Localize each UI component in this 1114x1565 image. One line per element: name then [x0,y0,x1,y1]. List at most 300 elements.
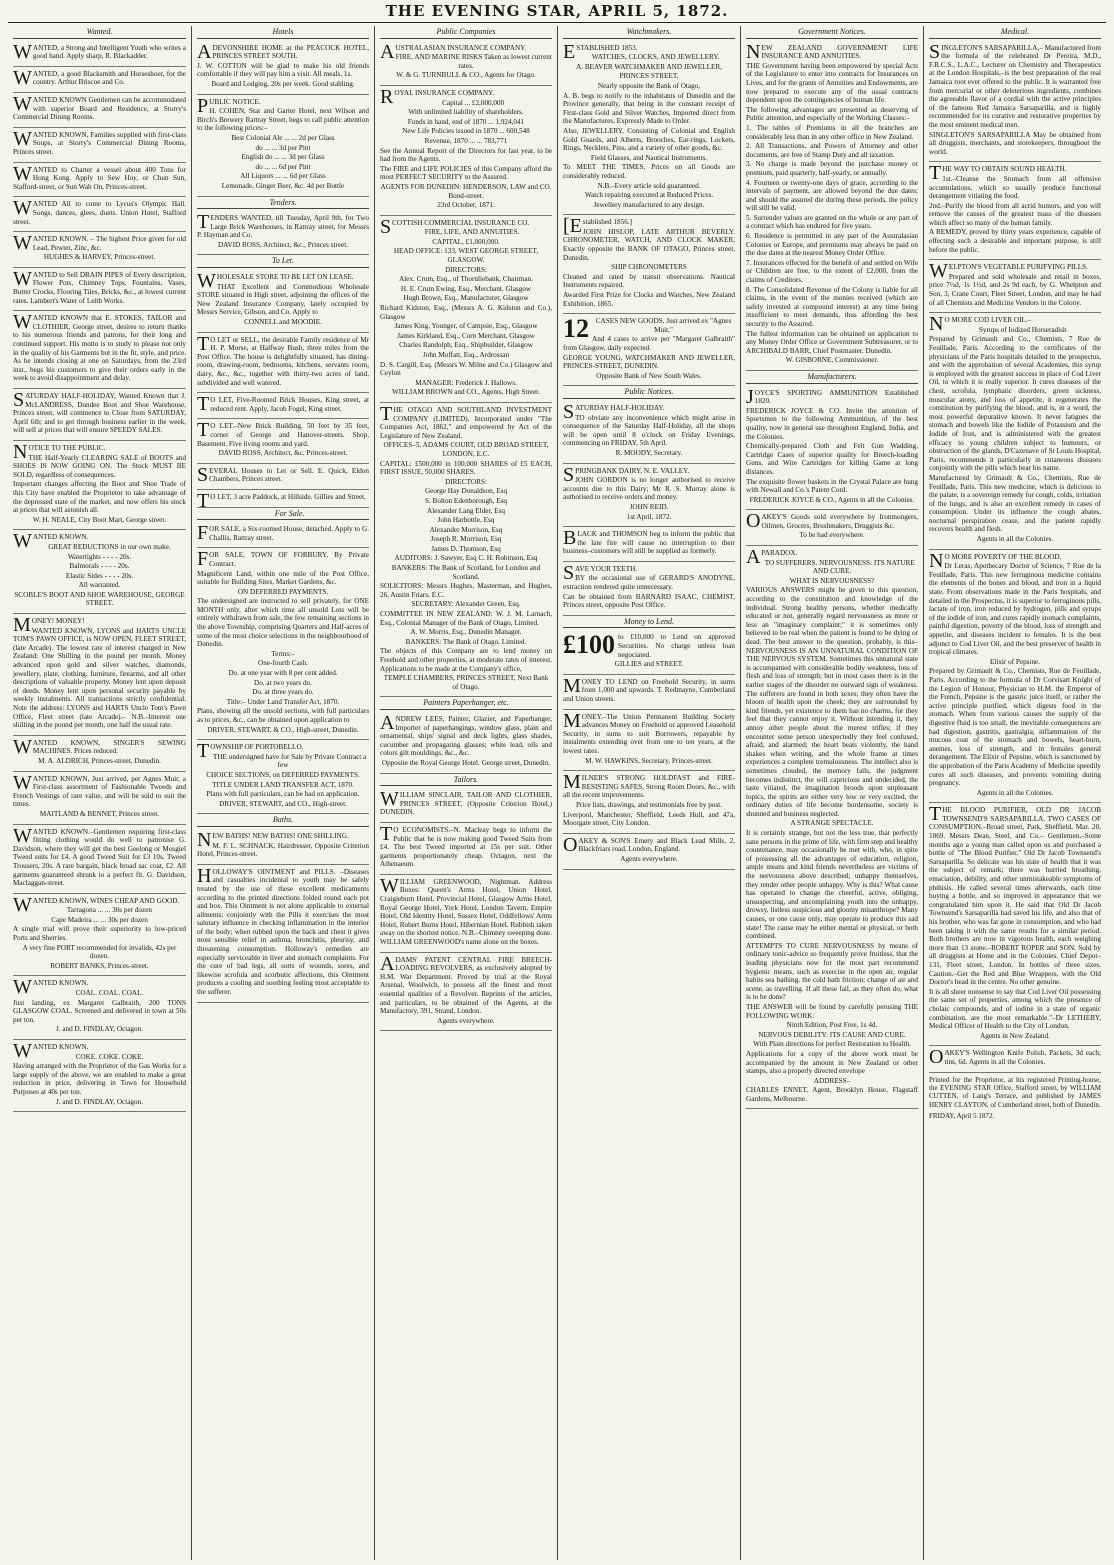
ad-paragraph: Can be obtained from BARNARD ISAAC, CHEMIST, Princes street, opposite Post Office. [563,592,735,610]
advertisement [380,41,552,86]
ad-paragraph: MANAGER: Frederick J. Hallows. [415,378,517,387]
ad-paragraph: S. Bolton Edenborough, Esq [424,496,508,505]
ad-paragraph: THE Half-Yearly CLEARING SALE of BOOTS and SHOES IS NOW GOING ON. The Stock MUST BE SOLD, regardless of consequences. [13,453,186,479]
ad-headline: ADAMS' PATENT CENTRAL FIRE BREECH-LOADING REVOLVERS, as exclusively adopted by H.M. War Department. Proved by trial at the Royal Arsenal, Woolwich, to possess all the finest and most essential qualities of a Revolver. Reprints of the articles, and particulars, to be obtained of the Agents, at the Manufactory, 391, Strand, London. [380,952,552,1016]
ad-headline: BLACK and THOMSON beg to inform the public that the late fire will cause no interruption to their business–customers will still be supplied as formerly. [563,527,735,556]
ad-paragraph: 2. All Transactions, and Powers of Attorney and other documents, are free of Stamp Duty and all taxation. [746,142,918,159]
ad-lead-figure: £100 [563,630,615,660]
ad-headline: ANDREW LEES, Painter, Glazier, and Paperhanger, Importer of paperhangings, window glass, plain and ornamental, ships' signal and deck lights, glass shades, cucumber and propagating glasses; white lead, oils and colors gilt mouldings, &c., &c. [380,711,552,758]
advertisement [197,865,369,1003]
ad-paragraph: Prepared by Grimault & Co., Chemists, Rue de Feuillade, Paris. According to the formula of Dr Corvisart Knight of the Legion of Honour, Physician to H.M. the Emperor of the French, Pepsine is the gastric juice itself, or rather the active principle purified, which digests food in the stomach. When from various causes the supply of the digestive fluid is too small, the inevitable consequences are bad digestion, gastritis, gastralgia; inflammation of the mucous coat of the stomach and bowels, heart-burn, anemes, loss of strength, and in females general derangement. The Elixir of Pepsine, which is sanctioned by the approbation of the Paris Academy of Medicine speedily cures all such diseases, and prevents vomiting during pregnancy. [929,667,1101,788]
advertisement [380,216,552,403]
advertisement [13,530,186,614]
ad-paragraph: DRIVER, STEWART, & CO., High-street, Dunedin. [207,725,359,734]
ad-paragraph: Revenue, 1870 ... ... 783,771 [424,136,508,145]
advertisement [13,389,186,441]
section-heading: Medical. [929,28,1101,39]
ad-headline: WANTED, a good Blacksmith and Horseshoer, for the country. Arthur Briscoe and Co. [13,66,186,89]
advertisement [563,771,735,834]
ad-paragraph: Awarded First Prize for Clocks and Watches, New Zealand Exhibition, 1865. [563,291,735,308]
ad-paragraph: Having arranged with the Proprietor of the Gas Works for a large supply of the above, we are enabled to make a great reduction in price, delivering in Town for Household Purposes at 40s per ton. [13,1062,186,1096]
advertisement [197,393,369,419]
advertisement [197,333,369,394]
ad-paragraph: M. A. ALDRICH, Princes-street, Dunedin. [38,756,161,765]
ad-headline: WANTED KNOWN. [13,530,89,553]
ad-paragraph: 1. The tables of Premiums in all the branches are considerably less than in any other office in New Zealand. [746,123,918,141]
printer-imprint: Printed for the Proprietor, at his registered Printing-house, the EVENING STAR Office, Stafford street, by WILLIAM CUTTEN, of Lang's Terrace, and published by JAMES HENRY CLAYTON, of Cumberland street, both of Dunedin. [929,1075,1101,1109]
ad-paragraph: Do. at one year with 8 per cent added. [228,669,338,678]
ad-headline: WANTED, a Strong and Intelligent Youth who writes a good hand. Apply sharp, R. Blackadder. [13,40,186,63]
column-1 [8,26,191,1560]
ad-headline: SINGLETON'S SARSAPARILLA,– Manufactured from the formula of the celebrated Dr Pereira, M.D., F.R.C.S., L.A.C., Lecturer on Chemistry and Therapeutics at the London Hospitals,–is the best preparation of the real Jamaica root ever offered to the public. It is warranted free from mercurial or other deleterious ingredients, combines the agreeable flavor of a cordial with the active principles of the famous Red Jamaica Sarsaparilla, and is highly recommended for its curative and restorative properties by the most eminent medical men. [929,40,1101,129]
ad-paragraph: BANKERS: The Bank of Scotland, for London and Scotland. [391,564,541,581]
ad-paragraph: J. W. COTTON will be glad to make his old friends comfortable if they will pay him a visit. All meals, 1s. [197,61,369,79]
ad-paragraph: N.B.–Every article sold guaranteed. [597,181,701,190]
column-2 [191,26,374,1560]
ad-paragraph: Lemonade, Ginger Beer, &c. 4d per Bottle [221,181,345,190]
ad-headline: WANTED to Sell DRAIN PIPES of Every description, Flower Pots, Chimney Tops, Fountains, Vases, Butter Crocks, Flooring Tiles, Bricks, &c., at lowest current rates. Lambert's Water of Leith Works. [13,267,186,305]
section-heading: Government Notices. [746,28,918,39]
section-heading: Wanted. [13,28,186,39]
ad-paragraph: Elastic Sides - - - - 20s. [65,571,134,580]
ad-paragraph: A very fine PORT recommended for invalids, 42s per dozen. [22,943,177,961]
ad-paragraph: Best Colonial Ale ... ... 2d per Glass [231,133,335,142]
ad-paragraph: MAITLAND & BENNET, Princes street. [39,809,160,818]
advertisement [563,834,735,870]
advertisement [13,128,186,163]
ad-paragraph: Agents in all the Colonies. [976,788,1054,797]
ad-paragraph: do ... ... 6d per Pint [255,162,311,171]
advertisement [197,41,369,95]
ad-paragraph: WILLIAM BROWN and CO., Agents, High Street. [391,388,541,397]
ad-paragraph: CAPITAL: £500,000 in 100,000 SHARES of £5 EACH, FIRST ISSUE, 50,000 SHARES. [380,459,552,477]
section-heading: Public Notices. [563,388,735,399]
ad-headline: THE WAY TO OBTAIN SOUND HEALTH. [929,162,1067,185]
ad-headline: APARADOX. [746,546,798,569]
section-heading: Baths. [197,816,369,827]
ad-paragraph: The FIRE and LIFE POLICIES of this Company afford the most PERFECT SECURITY to the Assured. [380,164,552,182]
advertisement [380,953,552,1032]
ad-headline: NEW BATHS! NEW BATHS! ONE SHILLING. [197,828,349,851]
ad-headline: SCOTTISH COMMERCIAL INSURANCE CO. [380,215,530,238]
ad-paragraph: D. S. Cargill, Esq. (Messrs W. Milne and Co.) Glasgow and Ceylon [380,360,552,378]
advertisement [563,41,735,216]
ad-paragraph: GEORGE YOUNG, WATCHMAKER AND JEWELLER, PRINCES-STREET, DUNEDIN. [563,353,735,371]
section-heading: Watchmakers. [563,28,735,39]
advertisement [929,550,1101,804]
ad-paragraph: All Liquors ... ... 6d per Glass [240,172,326,181]
ad-headline: WANTED KNOWN. [13,976,89,999]
ad-paragraph: WHAT IS NERVOUSNESS? [789,576,875,585]
ad-paragraph: Applications for a copy of the above work must be accompanied by the amount in New Zealand or other stamps, also a properly directed envelope [746,1049,918,1076]
ad-paragraph: FIRE, LIFE, AND ANNUITIES. [424,228,520,237]
ad-paragraph: The undersigned are instructed to sell privately, for ONE MONTH only, after which time all unsold Lots will be entirely withdrawn from sale, the few remaining sections in the above Township, comprising Quarters and Half-acres of some of the most choice selections in the neighbourhood of Dunedin. [197,597,369,649]
ad-paragraph: Opposite Bank of New South Wales. [596,371,702,380]
ad-paragraph: Nearly opposite the Bank of Otago, [597,81,701,90]
ad-paragraph: George Hay Donaldson, Esq [424,487,508,496]
ad-headline: NOTICE TO THE PUBLIC. [13,440,106,463]
ad-paragraph: HUGHES & HARVEY, Princes-street. [43,253,156,262]
section-heading: Painters Paperhanger, etc. [380,699,552,710]
advertisement [197,464,369,490]
ad-headline: WANTED KNOWN, Just arrived, per Agnes Muir, a First-class assortment of Fashionable Tweeds and French Vestings of rare value, and will be sold to suit the times. [13,771,186,809]
advertisement [563,314,735,386]
advertisement [563,215,735,314]
ad-paragraph: DIRECTORS: [445,477,487,486]
column-4 [557,26,740,1560]
ad-paragraph: GILLIES and STREET. [614,660,684,669]
ad-headline: WANTED KNOWN that E. STOKES, TAILOR and CLOTHIER, George street, desires to return thanks to his numerous friends and patrons, for their long and continued support. His motto is to study to please not only in the quality of his Garments but in the fit, style, and price. As he intends closing at one on Saturdays, from the 23rd inst., begs his customers to give their orders early in the week to avoid disappointment and delay. [13,311,186,383]
ad-lead-figure: 12 [563,314,589,344]
ad-paragraph: James D. Thomson, Esq [431,544,501,553]
advertisement [13,976,186,1040]
ad-headline: HOLLOWAY'S OINTMENT and PILLS. –Diseases and casualties incidental to youth may be safely treated by the use of these excellent medicaments according to the printed directions folded round each pot and box. This Ointment is not alone applicable to external ailments; conjointly with the Pills it exercises the most salutary influence in checking inflammation in the interior of the body; when rubbed upon the back and chest it gives most sensible relief in asthma, bronchitis, pleurisy, and threatening consumption. Holloway's remedies are especially serviceable in liver and stomach complaints. For the cure of bad legs, all sorts of wounds, sores, and likewise scrofula and scorbutic affections, this Ointment produces a cooling and soothing feeling most acceptable to the sufferer. [197,864,369,997]
ad-paragraph: Board and Lodging, 20s per week. Good stabling. [211,79,355,88]
ad-paragraph: The exquisite flower baskets in the Crystal Palace are hung with Newall and Co.'s Patent Cord. [746,477,918,495]
ad-paragraph: JOHN REID. [629,502,669,511]
ad-paragraph: Magnificent Land, within one mile of the Post Office, suitable for Building Sites, Market Gardens, &c. [197,569,369,587]
ad-paragraph: W. & G. TURNBULL & CO., Agents for Otago. [396,71,536,80]
ad-paragraph: CAPITAL, £1,000,000. [432,237,500,246]
ad-headline: JOYCE'S SPORTING AMMUNITION Established 1820. [746,385,918,408]
advertisement [197,419,369,463]
advertisement [746,386,918,511]
ad-paragraph: Price lists, drawings, and testimonials free by post. [575,800,723,809]
ad-paragraph: To be had everywhere. [799,531,865,540]
ad-headline: MONEY TO LEND on Freehold Security, in sums from 1,000 and upwards. T. Redmayne, Cumberland and Union streets. [563,674,735,703]
ad-headline: WANTED KNOWN, SINGER'S SEWING MACHINES. Prices reduced. [13,735,186,758]
ad-paragraph: FREDERICK JOYCE & CO., Agents in all the Colonies. [749,495,915,504]
ad-headline: AUSTRALASIAN INSURANCE COMPANY. [380,40,527,63]
section-heading: To Let. [197,257,369,268]
ad-paragraph: It is certainly strange, but not the less true, that perfectly sane persons in the prime of life, with firm step and healthy countenance, may occasionally be met with, who, in spite of possessing all the advantages of education, religion, ample means and kind friends nevertheless are victims of the nervousness above described; unhappy themselves, they render other people unhappy. Why is this? What cause has operated to change the cheerful, active, obliging, unsuspecting, and uncomplaining youth into the unhappy, drowsy, listless suspicious and gloomy misanthrope? Many causes, or one cause only, may operate to produce this sad state! The cause may be either mental or physical, or both combined. [746,829,918,941]
ad-headline: SATURDAY HALF-HOLIDAY. [563,400,665,423]
ad-paragraph: A. B. begs to notify to the inhabitants of Dunedin and the Province generally, that being in the constant receipt of First-class Gold and Silver Watches, Imported direct from the Manufactures, Expressly Made to Order. [563,91,735,126]
advertisement [929,41,1101,163]
advertisement [563,710,735,772]
ad-headline: WILLIAM GREENWOOD, Nightman. Address Boxes: Queen's Arms Hotel, Union Hotel, Craigieburn Hotel, Provincial Hotel, Glasgow Arms Hotel, Royal George Hotel, York Hotel, London Tavern, Empire Hotel, Old Identity Hotel, Sussex Hotel, Oddfellows' Arms Hotel, Robert Burns Hotel, Hibernian Hotel. Rubbish taken away on the shortest notice. N.B.–Chimney sweeping done. WILLIAM GREENWOOD's name alone on the boxes. [380,874,552,947]
ad-paragraph: THE ANSWER will be found by carefully perusing THE FOLLOWING WORK: [746,1002,918,1020]
ad-paragraph: THE Government having been empowered by special Acts of the Legislature to enter into contracts for Insurances on Lives, and for the grants of Annuities and Endowments, are now prepared to execute any of the usual contracts dependent upon the contingencies of human life. [746,61,918,105]
advertisement [380,712,552,774]
ad-paragraph: Richard Kidston, Esq., (Messrs A. G. Kidston and Co.), Glasgow [380,304,552,321]
ad-paragraph: Tarragona ... ... 30s per dozen [66,906,152,915]
advertisement [197,740,369,814]
ad-paragraph: The following advantages are presented as deserving of Public attention, and especially of the Working Classes:– [746,105,918,123]
ad-paragraph: PRINCES STREET, [619,72,679,81]
ad-paragraph: Capital ... £2,000,000 [442,98,505,107]
advertisement [563,464,735,528]
ad-headline: ESTABLISHED 1853. [563,40,638,63]
ad-headline: WANTED KNOWN. – The highest Price given for old Lead, Pewter, Zinc, &c. [13,232,186,255]
ad-headline: TENDERS WANTED, till Tuesday, April 9th, for Two Large Brick Warehouses, in Rattray street, for Messrs P. Hayman and Co. [197,211,369,240]
ad-paragraph: 2nd.–Purify the blood from all acrid humors, and you will remove the causes of the greatest mass of the diseases which affect so many of the human family. [929,201,1101,227]
ad-paragraph: Elixir of Pepsine. [989,657,1041,666]
imprint-date: FRIDAY, April 5 1872. [929,1112,995,1121]
ad-paragraph: English do ... ... 3d per Glass [241,153,325,162]
ad-paragraph: One-fourth Cash. [258,659,308,668]
ad-paragraph: John Moffatt, Esq., Ardrossan [422,351,510,359]
ad-headline: TO LET, Five-Roomed Brick Houses, King street, at reduced rent. Apply, Jacob Fogel, King street. [197,393,369,416]
ad-paragraph: COMMITTEE IN NEW ZEALAND: W. J. M. Larnach, Esq., Colonial Manager of the Bank of Otago, Limited. [380,610,552,627]
ad-paragraph: J. and D. FINDLAY, Octagon. [55,1025,144,1034]
section-heading: For Sale. [197,510,369,521]
ad-paragraph: Jewellery manufactured to any design. [593,200,705,209]
advertisement [13,736,186,772]
ad-paragraph: Syrups of Iodized Horseradish [978,325,1067,334]
section-heading: Hotels [197,28,369,39]
column-3 [374,26,557,1560]
advertisement [929,1046,1101,1072]
advertisement [380,86,552,216]
ad-paragraph: Agents everywhere. [437,1016,495,1025]
ad-headline: THE OTAGO AND SOUTHLAND INVESTMENT COMPANY (LIMITED). Incorporated under "The Companies Act, 1862," and empowered by Act of the Legislature of New Zealand. [380,402,552,440]
ad-paragraph: AUDITORS: J. Sawyer, Esq C. H. Robinson, Esq [394,554,538,563]
advertisement [13,163,186,198]
ad-headline: TOWNSHIP OF PORTOBELLO. [197,740,304,763]
ad-paragraph: Opposite the Royal George Hotel. George street, Dunedin. [381,758,551,767]
ad-headline: TO ECONOMISTS.–N. Macleay begs to inform the Public that he is now making good Tweed Suits from £4. The best Tweed imported at 15s per suit. Other garments proportionately cheap. Octagon, next the Athenaeum. [380,822,552,869]
advertisement [563,630,735,674]
ad-paragraph: Plans, showing all the unsold sections, with full particulars as to prices, &c., can be obtained upon application to [197,707,369,724]
ad-paragraph: With unlimited liability of shareholders. [408,108,524,117]
ad-paragraph: do ... ... 3d per Pint [255,143,311,152]
ad-paragraph: 23rd October, 1871. [437,201,495,210]
ad-paragraph: Field Glasses, and Nautical Instruments. [590,153,708,162]
section-heading: Manufacturers. [746,373,918,384]
column-5 [740,26,923,1560]
ad-headline: WHOLESALE STORE TO BE LET ON LEASE. [197,270,354,293]
ad-paragraph: SHIP CHRONOMETERS [611,263,687,272]
column-6 [923,26,1106,1560]
advertisement [197,489,369,512]
ad-paragraph: SECRETARY: Alexander Green, Esq. [411,600,521,609]
ad-paragraph: Alexander Lang Elder, Esq [427,506,505,515]
advertisement [13,894,186,977]
advertisement [13,1040,186,1112]
ad-paragraph: Chemically-prepared Cloth and Felt Gun Wadding, Cartridge Cases of superior quality for Breech-loading Guns, and Wire Cartridges for killing Game at long distances. [746,442,918,476]
ad-paragraph: HEAD OFFICE: 133, WEST GEORGE STREET, GLASGOW. [393,247,539,265]
ad-paragraph: 3. No charge is made beyond the purchase money or premium, paid quarterly, half-yearly, or annually. [746,160,918,177]
ad-paragraph: R. MOODY, Secretary. [615,448,683,457]
ad-paragraph: Agents in New Zealand. [980,1031,1050,1040]
advertisement [563,562,735,616]
ad-paragraph: Liverpool, Manchester, Sheffield, Leeds Hull, and 47a, Moorgate street, City London. [563,810,735,828]
ad-paragraph: W. H. NEALE, City Boot Mart, George street. [32,515,167,524]
ad-paragraph: M. W. HAWKINS, Secretary, Princes-street. [585,756,713,765]
ad-paragraph: Funds in hand, end of 1870 ... 1,924,041 [407,117,525,126]
ad-paragraph: FIRE, AND MARINE RISKS Taken as lowest current rates. [395,53,552,70]
ad-paragraph: The fullest information can be obtained on application to any Money Order Office or Government Subtreasurer, or to ARCHIBALD BARR, Chief Postmaster, Dunedin. [746,329,918,355]
ad-headline: OAKEY'S Wellington Knife Polish, Packets, 3d each; tins, 6d. Agents in all the Colonies. [929,1046,1101,1069]
advertisement [13,772,186,825]
ad-paragraph: Prepared by Grimault and Co., Chemists, 7 Rue de Feuillade, Paris. According to the certificates of the physicians of the Paris hospitals detailed in the prospectus, and with the approbation of several Academies, this syrup is employed with the greatest success in place of Cod Liver Oil, to which it is really superior. It cures diseases of the chest, scrofula, lymphatic disorders, green sickness, muscular atony, and loss of appetite, it regenerates the constitution by purifying the blood, and is, in a word, the most powerful depurative known. It never fatigues the stomach and bowels like the Iodide of Potassium and the Iodide of Iron, and is administered with the greatest efficacy to young children subject to humours, or obstruction of the glands, D'Cazenave of St Louis Hospital, Paris, recommends it particularly in cutaneous diseases conjointly with the pills which bear his name. [929,335,1101,473]
ad-headline: TO LET.–New Brick Building, 50 feet by 35 feet, corner of George and Hanover-streets. Shop, Basement. Five living rooms and yard. [197,419,369,448]
ad-paragraph: DAVID ROSS, Architect, &c., Princes street. [217,240,349,249]
ad-paragraph: COAL. COAL. COAL. [75,989,144,998]
ad-paragraph: 1st.–Cleanse the Stomach from all offensive accumulations, which so usually produce functional derangement vitiating the food. [929,174,1101,201]
ad-paragraph: AGENTS FOR DUNEDIN: HENDERSON, LAW and CO. Bond-street. [380,182,552,200]
advertisement [197,270,369,333]
ad-paragraph: Important changes affecting the Boot and Shoe Trade of this City have enabled the Proprietor to take advantage of the depressed state of the market, and now offers his stock at prices that will astonish all. [13,480,186,515]
ad-headline: WANTED KNOWN, Families supplied with first-class Soups, at Storry's Commercial Dining Rooms, Princes street. [13,127,186,156]
ad-paragraph: CHOICE SECTIONS, on DEFERRED PAYMENTS. [206,770,360,779]
ad-headline: SPRINGBANK DAIRY, N. E. VALLEY. [563,463,690,486]
ad-paragraph: Just landing, ex Margaret Galbraith, 200 TONS GLASGOW COAL. Screened and delivered in town at 50s per ton. [13,998,186,1024]
masthead-rule [8,22,1106,23]
advertisement [929,162,1101,260]
ad-headline: MONEY! MONEY! [13,614,85,637]
ad-paragraph: Title:– Under Land Transfer Act, 1870. [226,697,340,706]
ad-paragraph: Alex. Crum, Esq., of Thornliebank, Chairman. [399,275,533,284]
advertisement [197,211,369,255]
ad-headline: TO LET, 3 acre Paddock, at Hillside. Gillies and Street. [197,489,366,512]
advertisement [746,510,918,546]
ad-paragraph: The objects of this Company are to lend money on Freehold and other properties, at moderate rates of interest. Applications to be made at the Company's office, [380,647,552,673]
ad-headline: WELPTON'S VEGETABLE PURIFYING PILLS. [929,260,1088,283]
ad-paragraph: Dr Leras, Apothecary Doctor of Science, 7 Rue de la Feuillade, Paris. This new ferruginous medicine contains the elements of the bones and blood, and iron in a liquid state. From observations made in the Paris hospitals, and detailed in the Prospectus, it is superior to ferruginous pills, lactate of iron, iron reduced by hydrogen, pills and syrups of the iodide of iron, and cures rapidly stomach complaints, painful digestion, poverty of the blood, loss of strength and appetite, and diseases incident to females. It is the best adjunct to Cod Liver Oil, and the best preserver of health in tropical climates. [929,562,1101,657]
ad-paragraph: VARIOUS ANSWERS might be given to this question, according to the constitution and knowledge of the individual. Strong healthy persons, whether medically educated or not, generally regard nervousness as more or less an "imaginary complaint;" it is sometimes only believed to be real when the patient is found to be dying or dead. The best answer to the question, probably, is this–NERVOUSNESS IS AN UNNATURAL CONDITION OF THE NERVOUS SYSTEM. Sometimes this unnatural state is accompanied with considerable bodily weakness, loss of flesh and loss of strength; but in most cases there is in the earlier stages of the disorder no outward sign of weakness. The sufferers are found in both sexes; they often have the bloom of health upon the cheek; they are surrounded by kind friends, yet existence to them has no charms, for they feel that they cannot enjoy it. Without intending it, they annoy other people about the merest trifles; if they encounter some person unexpectedly they feel confused, afraid, and alarmed; the heart beats violently, the hand shakes when writing, and the whole frame at times experiences a complete tremulousness. The intellect also is sometimes clouded, the memory fails, the judgment becomes indistinct, the will capricious and undecided, the taste vitiated, the imagination broods upon unpleasant topics, the spirits are either very low or very excited, the ordinary duties of life become burdensome, society is shunned and business neglected. [746,586,918,818]
ad-paragraph: 1st April, 1872. [626,512,672,521]
ad-paragraph: And 4 cases to arrive per "Margaret Galbraith" from Glasgow, daily expected. [563,335,735,352]
advertisement [13,232,186,268]
advertisement [929,313,1101,549]
ad-headline: CASES NEW GOODS, Just arrived ex "Agnes Muir," [595,317,732,334]
ad-paragraph: FREDERICK JOYCE & CO. Invite the attention of Sportsmen to the following Ammunition, of the best quality, now in general use throughout England, India, and the Colonies. [746,406,918,441]
ad-headline: WANTED to Charter a vessel about 400 Tons for Hong Kong. Apply to Sew Hoy, or Chun Sun, Stafford-street, or Sun Wah On, Princes-street. [13,162,186,191]
ad-paragraph: SOLICITORS: Messrs Hughes, Masterman, and Hughes, 26, Austin Friars, E.C. [380,582,552,599]
ad-paragraph: M. F. L. SCHNACK, Hairdresser, Opposite Criterion Hotel, Princes-street. [197,841,369,859]
advertisement [197,522,369,548]
ad-headline: WANTED KNOWN. [13,1040,89,1062]
advertisement [197,95,369,197]
ad-paragraph: Agents everywhere. [620,854,678,863]
ad-paragraph: JOHN GORDON is no longer authorised to receive accounts due to this Dairy; Mr R. S. Murray alone is authorised to receive orders and money. [563,476,735,502]
ad-paragraph: Charles Randolph, Esq., Shipbuilder, Glasgow [399,341,533,350]
ad-paragraph: CONNELL and MOODIE. [244,318,322,327]
ad-paragraph: 6. Residence is permitted in any part of the Australasian Colonies or Europe, and premiums may always be paid on the due dates at the nearest Money Order Office. [746,232,918,258]
ad-paragraph: Plans with full particulars, can be had on application. [206,790,360,799]
ad-paragraph: John Harbottle, Esq [437,516,495,525]
ad-paragraph: A REMEDY, proved by thirty years experience, capable of effecting such a desirable and important purpose, is still before the public. [929,228,1101,254]
section-heading: Money to Lend. [563,618,735,629]
advertisement [13,441,186,530]
ad-paragraph: Cape Madeira ... ... 30s per dozen [51,915,148,924]
ad-paragraph: 8. The Consolidated Revenue of the Colony is liable for all claims, in the event of the monies received (which are safely invested at compound interest) at any time being insufficient to meet demands, thus affording the best security to the Assured. [746,285,918,328]
section-heading: Public Companies [380,28,552,39]
advertisement [563,401,735,464]
ad-paragraph: ROBERT BANKS, Princes-street. [50,961,149,970]
ad-paragraph: ON DEFERRED PAYMENTS. [237,587,329,596]
ad-paragraph: 4. Fourteen or twenty-one days of grace, according to the intervals of payment, are allowed beyond the due dates; and should the assured die during these periods, the policy will still be valid. [746,178,918,213]
ad-paragraph: ADDRESS– [813,1076,851,1085]
ad-paragraph: Agents in all the Colonies. [976,535,1054,544]
section-heading: Tenders. [197,199,369,210]
ad-paragraph: ATTEMPTS TO CURE NERVOUSNESS by means of ordinary tonic-advice so frequently prove fruitless, that the leading physicians now for the most part recommend hygienic means, such as exercise in the open air, regular habits sea bathing, the cold bath friction; change of air and scene, as travelling. If all these fail, as they often do, what is to be done? [746,941,918,1002]
ad-paragraph: H. E. Crum Ewing, Esq., Merchant, Glasgow [400,284,532,293]
ad-paragraph: THAT Excellent and Commodious Wholesale STORE situated in High street, adjoining the offices of the New Zealand Insurance Company, lately occupied by Messrs Service, Gibson, and Co. Apply to [197,282,369,317]
ad-paragraph: Balmorals - - - - 20s. [69,562,130,571]
ad-paragraph: SCOBLE'S BOOT AND SHOE WAREHOUSE, GEORGE STREET. [14,590,185,608]
advertisement [13,93,186,128]
ad-paragraph: Terms:– [271,649,295,658]
ad-headline: NO MORE COD LIVER OIL.– [929,313,1032,336]
ad-headline: SAVE YOUR TEETH. [563,561,638,584]
ad-paragraph: COKE. COKE. COKE. [75,1052,144,1061]
advertisement [746,41,918,371]
ad-paragraph: It is all sheer nonsense to say that Cod Liver Oil possessing the same set of properties, among which the presence of cholaic compounds, and of iodine in a state of organic combination, are the most remarkable."–Dr LETHEBY, Medical Officer of Health to the City of London. [929,987,1101,1031]
advertisement [929,260,1101,313]
ad-paragraph: To MEET THE TIMES, Prices on all Goods are considerably reduced. [563,163,735,180]
ad-paragraph: Manufactured by Grimault & Co., Chemists, Rue de Feuillade, Paris. This new medicine, which is delicious to the palate, is a sovereign remedy for cough, colds, irritation of the lungs, and is also an excellent remedy in cases of consumption. Under its influence the cough abates, nocturnal perspiration cease, and the patient rapidly recovers health and flesh. [929,473,1101,534]
advertisement [563,675,735,710]
advertisement [380,788,552,823]
ad-paragraph: Do. at two years do. [254,678,312,687]
ad-paragraph: A. BEAVER WATCHMAKER AND JEWELLER, [576,62,722,71]
ad-paragraph: Cleaned and rated by transit observations. Nautical Instruments repaired. [563,272,735,290]
ad-headline: to £10,000 to Lend on approved Securities. No charge unless loan negociated. [618,633,735,659]
advertisement [197,548,369,740]
ad-paragraph: W. GISBORNE, Commissioner. [785,356,879,365]
ad-headline: MONEY.–The Union Permanent Building Society advances Money on Freehold or approved Leasehold Security, in sums to suit Borrowers, repayable by instalments extending over from one to ten years, at the lowest rates. [563,709,735,755]
ad-headline: ROYAL INSURANCE COMPANY. [380,85,495,108]
advertisement [380,403,552,697]
advertisement [380,823,552,875]
ad-paragraph: James Kirkland, Esq., Corn Merchant, Glasgow [397,331,535,340]
ad-paragraph: Prepared and sold wholesale and retail in boxes, price 7½d, 1s 1½d, and 2s 9d each, by G. Whelpton and Son, 3, Crane Court, Fleet Street, London, and may be had of all Chemists and Medicine Vendors in the Colony. [929,272,1101,307]
ad-paragraph: OFFICES–5, ADAMS COURT, OLD BROAD STREET, LONDON, E.C. [383,441,549,458]
ad-headline: FOR SALE, TOWN OF FORBURY, By Private Contract. [197,548,369,571]
ad-paragraph: DIRECTORS: [445,265,487,274]
ad-paragraph: TO SUFFERERS. NERVOUSNESS: ITS NATURE AND CURE. [764,558,915,576]
columns [8,26,1106,1560]
ad-headline: OAKEY & SON'S Emery and Black Lead Mills, 2, Blackfriars road, London, England. [563,833,735,856]
ad-paragraph: All warranted. [78,581,121,590]
advertisement [929,803,1101,1046]
advertisement [746,546,918,1109]
ad-paragraph: DAVID ROSS, Architect, &c. Princes-street. [218,449,348,458]
ad-headline: MILNER'S STRONG HOLDFAST and FIRE-RESISTING SAFES, Strong Room Doors, &c., with all the recent improvements. [563,771,735,800]
ad-paragraph: New Life Policies issued in 1870 ... 600,548 [402,127,530,136]
ad-paragraph: THE undersigned have for Sale by Private Contract a few [212,752,367,770]
ad-paragraph: GREAT REDUCTIONS in our own make. [48,542,171,551]
ad-paragraph: TEMPLE CHAMBERS, PRINCES STREET, Next Bank of Otago. [383,674,549,691]
advertisement [563,527,735,562]
ad-paragraph: DRIVER, STEWART, and CO., High-street. [219,799,347,808]
ad-paragraph: CHARLES ENNET, Agent, Brooklyn House, Flagstaff Gardens, Melbourne. [746,1086,918,1103]
ad-headline: NO MORE POVERTY OF THE BLOOD. [929,549,1062,572]
ad-headline: [Established 1856.] [563,215,632,238]
ad-paragraph: A. W. Morris, Esq., Dunedin Manager. [410,628,522,637]
ad-paragraph: Watch repairing executed at Reduced Prices. [584,191,714,200]
ad-paragraph: WATCHES, CLOCKS, AND JEWELLERY. [591,53,720,62]
ad-headline: WILLIAM SINCLAIR, TAILOR AND CLOTHIER, PRINCES STREET, (Opposite Criterion Hotel,) DUNEDIN. [380,788,552,817]
ad-paragraph: BANKERS: The Bank of Otago, Limited. [405,637,527,646]
ad-headline: NEW ZEALAND GOVERNMENT LIFE INSURANCE AND ANNUITIES. [746,40,918,63]
ad-paragraph: With Plain directions for perfect Restoration to Health. [753,1040,911,1049]
section-heading: Tailors. [380,776,552,787]
ad-paragraph: Also, JEWELLERY, Consisting of Colonial and English Gold Guards, and Alberts, Brooches, Ear-rings, Lockets, Rings, Necklets, Pins, and a variety of other goods, &c. [563,126,735,153]
advertisement [13,41,186,67]
advertisement [380,875,552,953]
ad-paragraph: A STRANGE SPECTACLE. [790,819,874,828]
ad-paragraph: Hugh Brown, Esq., Manufacturer, Glasgow [403,294,529,303]
ad-headline: THE BLOOD PURIFIER, OLD DR JACOB TOWNSEND'S SARSAPARILLA. TWO CASES OF CONSUMPTION.–Broad street, Park, Sheffield, Mar. 20, 1869. Messrs Dean, Steel, and Co.– Gentlemen,–Some months ago a young man called upon us and purchased a bottle of "The Blood Purifier," Old Dr Jacob Townsend's Sarsaparilla. So delicate was his state of health that it was the subject of remark; there was hurried breathing, emaciation, debility, and other unmistakeable symptoms of phthisis. He called several times afterwards, each time buying a bottle, and so improved in appearance that we congratulated him upon it. He said that Old Dr Jacob Townsend's Sarsaparilla had saved his life, and also that of his brother, who was far gone in consumption, and who had been taking it with the same results for a similar period. Both brothers are now in vigorous health, each weighing more than 13 stone.–ROBERT ROPER and SON. Sold by all druggists at Home and in the Colonies. Chief Depot–131, Fleet street, London. In bottles of three sizes. Caution.–Get the Red and Blue Wrappers, with the Old Doctor's head in the centre. No other genuine. [929,803,1101,987]
advertisement [13,67,186,93]
ad-headline: WANTED KNOWN Gentlemen can be accommodated with superior Board and Residence, at Storry's Commercial Dining Rooms. [13,92,186,122]
ad-paragraph: James King, Younger, of Campsie, Esq., Glasgow [394,322,538,331]
ad-paragraph: TO obviate any inconvenience which might arise in consequence of the Saturday Half-Holiday, all the shops will be open until 8 o'clock on Friday Evenings, commencing on FRIDAY, 5th April. [563,413,735,448]
